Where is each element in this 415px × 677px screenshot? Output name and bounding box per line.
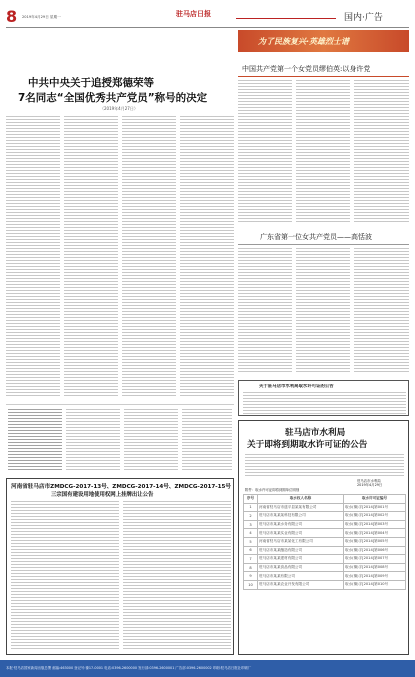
list-col4 [182,409,232,471]
water-notice-title2: 关于即将到期取水许可证的公告 [247,440,368,450]
table-row [244,520,406,529]
water-notice [238,420,409,655]
masthead-sub [174,18,214,20]
right-article-2-col2 [296,248,350,374]
row-name: 驻马店市某某水务有限公司 [258,520,344,529]
article-body-col1 [6,116,60,396]
land-notice-title2: 三宗国有建设用地使用权网上挂牌出让公告 [51,492,154,498]
article-body-col3 [122,116,176,396]
section-title: 国内·广告 [344,13,383,23]
row-permit: 取水(豫)字[2014]第010号 [344,580,406,589]
hero-banner-text: 为了民族复兴·英雄烈士谱 [258,37,350,46]
row-permit: 取水(豫)字[2014]第002号 [344,512,406,521]
page-number: 8 [6,7,18,26]
row-seq: 8 [244,563,258,572]
row-seq: 7 [244,555,258,564]
row-permit: 取水(豫)字[2014]第006号 [344,546,406,555]
table-row [244,512,406,521]
row-permit: 取水(豫)字[2014]第007号 [344,555,406,564]
row-name: 驻马店市某某有限公司 [258,572,344,581]
row-seq: 6 [244,546,258,555]
right-article-2-rule [238,244,409,245]
right-article-1-col2 [296,80,350,222]
left-article [6,30,234,402]
water-permit-brief [238,380,409,416]
table-row [244,555,406,564]
right-article-1-col1 [238,80,292,222]
water-notice-table-caption: 附件：取水许可证即将到期单位明细 [245,488,300,492]
row-permit: 取水(豫)字[2014]第008号 [344,563,406,572]
right-article-1-col3 [354,80,409,222]
row-seq: 2 [244,512,258,521]
row-permit: 取水(豫)字[2014]第005号 [344,537,406,546]
row-seq: 3 [244,520,258,529]
row-name: 驻马店市某某实业有限公司 [258,529,344,538]
article-date-note: （2019年4月27日） [100,106,138,111]
list-col3 [124,409,178,471]
date-line: 2019年4月29日 星期一 [22,15,61,19]
water-permit-brief-body [243,392,406,414]
table-row [244,572,406,581]
table-row [244,537,406,546]
table-row [244,546,406,555]
table-header-row [244,495,406,504]
row-name: 驻马店市某某农业开发有限公司 [258,580,344,589]
list-col1 [8,409,62,471]
right-article-1-title: 中国共产党第一个女党员缪伯英:以身许党 [242,65,371,73]
land-notice [6,478,234,655]
page-header [6,6,409,28]
row-permit: 取水(豫)字[2014]第009号 [344,572,406,581]
row-name: 驻马店市某某食品有限公司 [258,563,344,572]
row-name: 驻马店市某某酿造有限公司 [258,546,344,555]
col-header-seq: 序号 [244,495,258,504]
left-lower-block [6,404,234,474]
right-article-2-col1 [238,248,292,374]
article-title-line2: 7名同志“全国优秀共产党员”称号的决定 [18,92,208,104]
article-body-col4 [180,116,234,396]
list-col2 [66,409,120,471]
row-name: 驻马店市某某某科技有限公司 [258,512,344,521]
water-notice-sig-date: 2019年4月29日 [357,483,383,487]
land-notice-body-left [11,501,119,651]
land-notice-body-right [123,501,231,651]
col-header-permit: 取水许可证编号 [344,495,406,504]
hero-banner [238,30,409,52]
water-notice-body [245,454,404,476]
masthead: 驻马店日报 [176,10,211,18]
table-row [244,503,406,512]
table-row [244,580,406,589]
row-seq: 10 [244,580,258,589]
right-article-2 [238,228,409,376]
article-title-line1: 中共中央关于追授郑德荣等 [28,77,154,89]
row-name: 驻马店市某某建材有限公司 [258,555,344,564]
article-body-col2 [64,116,118,396]
row-permit: 取水(豫)字[2014]第003号 [344,520,406,529]
water-notice-title1: 驻马店市水利局 [285,428,346,438]
header-rule [236,18,336,19]
row-seq: 4 [244,529,258,538]
water-permit-brief-title: 关于驻马店市水利局取水许可证的公告 [259,384,334,389]
footer-text: 本报·驻马店国家新闻出版总署 邮编:463000 登记号:豫17-0001 电话:0396-2600000 发行部:0396-2600001 广告部:0396-2600002 印刷:驻马店日报社印刷厂 [6,666,252,670]
land-notice-title1: 河南省驻马店市ZMDCG-2017-13号、ZMDCG-2017-14号、ZMDCG-2017-15号 [11,484,231,490]
table-row [244,529,406,538]
row-name: 河南省驻马店市某某化工有限公司 [258,537,344,546]
water-permit-table [243,494,406,590]
table-row [244,563,406,572]
water-notice-signature: 驻马店市水利局 [357,479,381,483]
right-article-2-col3 [354,248,409,374]
row-permit: 取水(豫)字[2014]第001号 [344,503,406,512]
right-article-1-rule [238,76,409,77]
row-seq: 1 [244,503,258,512]
right-article-1 [238,56,409,226]
page-footer [0,660,415,677]
col-header-name: 取水权人名称 [258,495,344,504]
row-permit: 取水(豫)字[2014]第004号 [344,529,406,538]
row-seq: 9 [244,572,258,581]
row-seq: 5 [244,537,258,546]
row-name: 河南省驻马店市遂平县某某有限公司 [258,503,344,512]
right-article-2-title: 广东省第一位女共产党员——高恬波 [260,233,372,241]
